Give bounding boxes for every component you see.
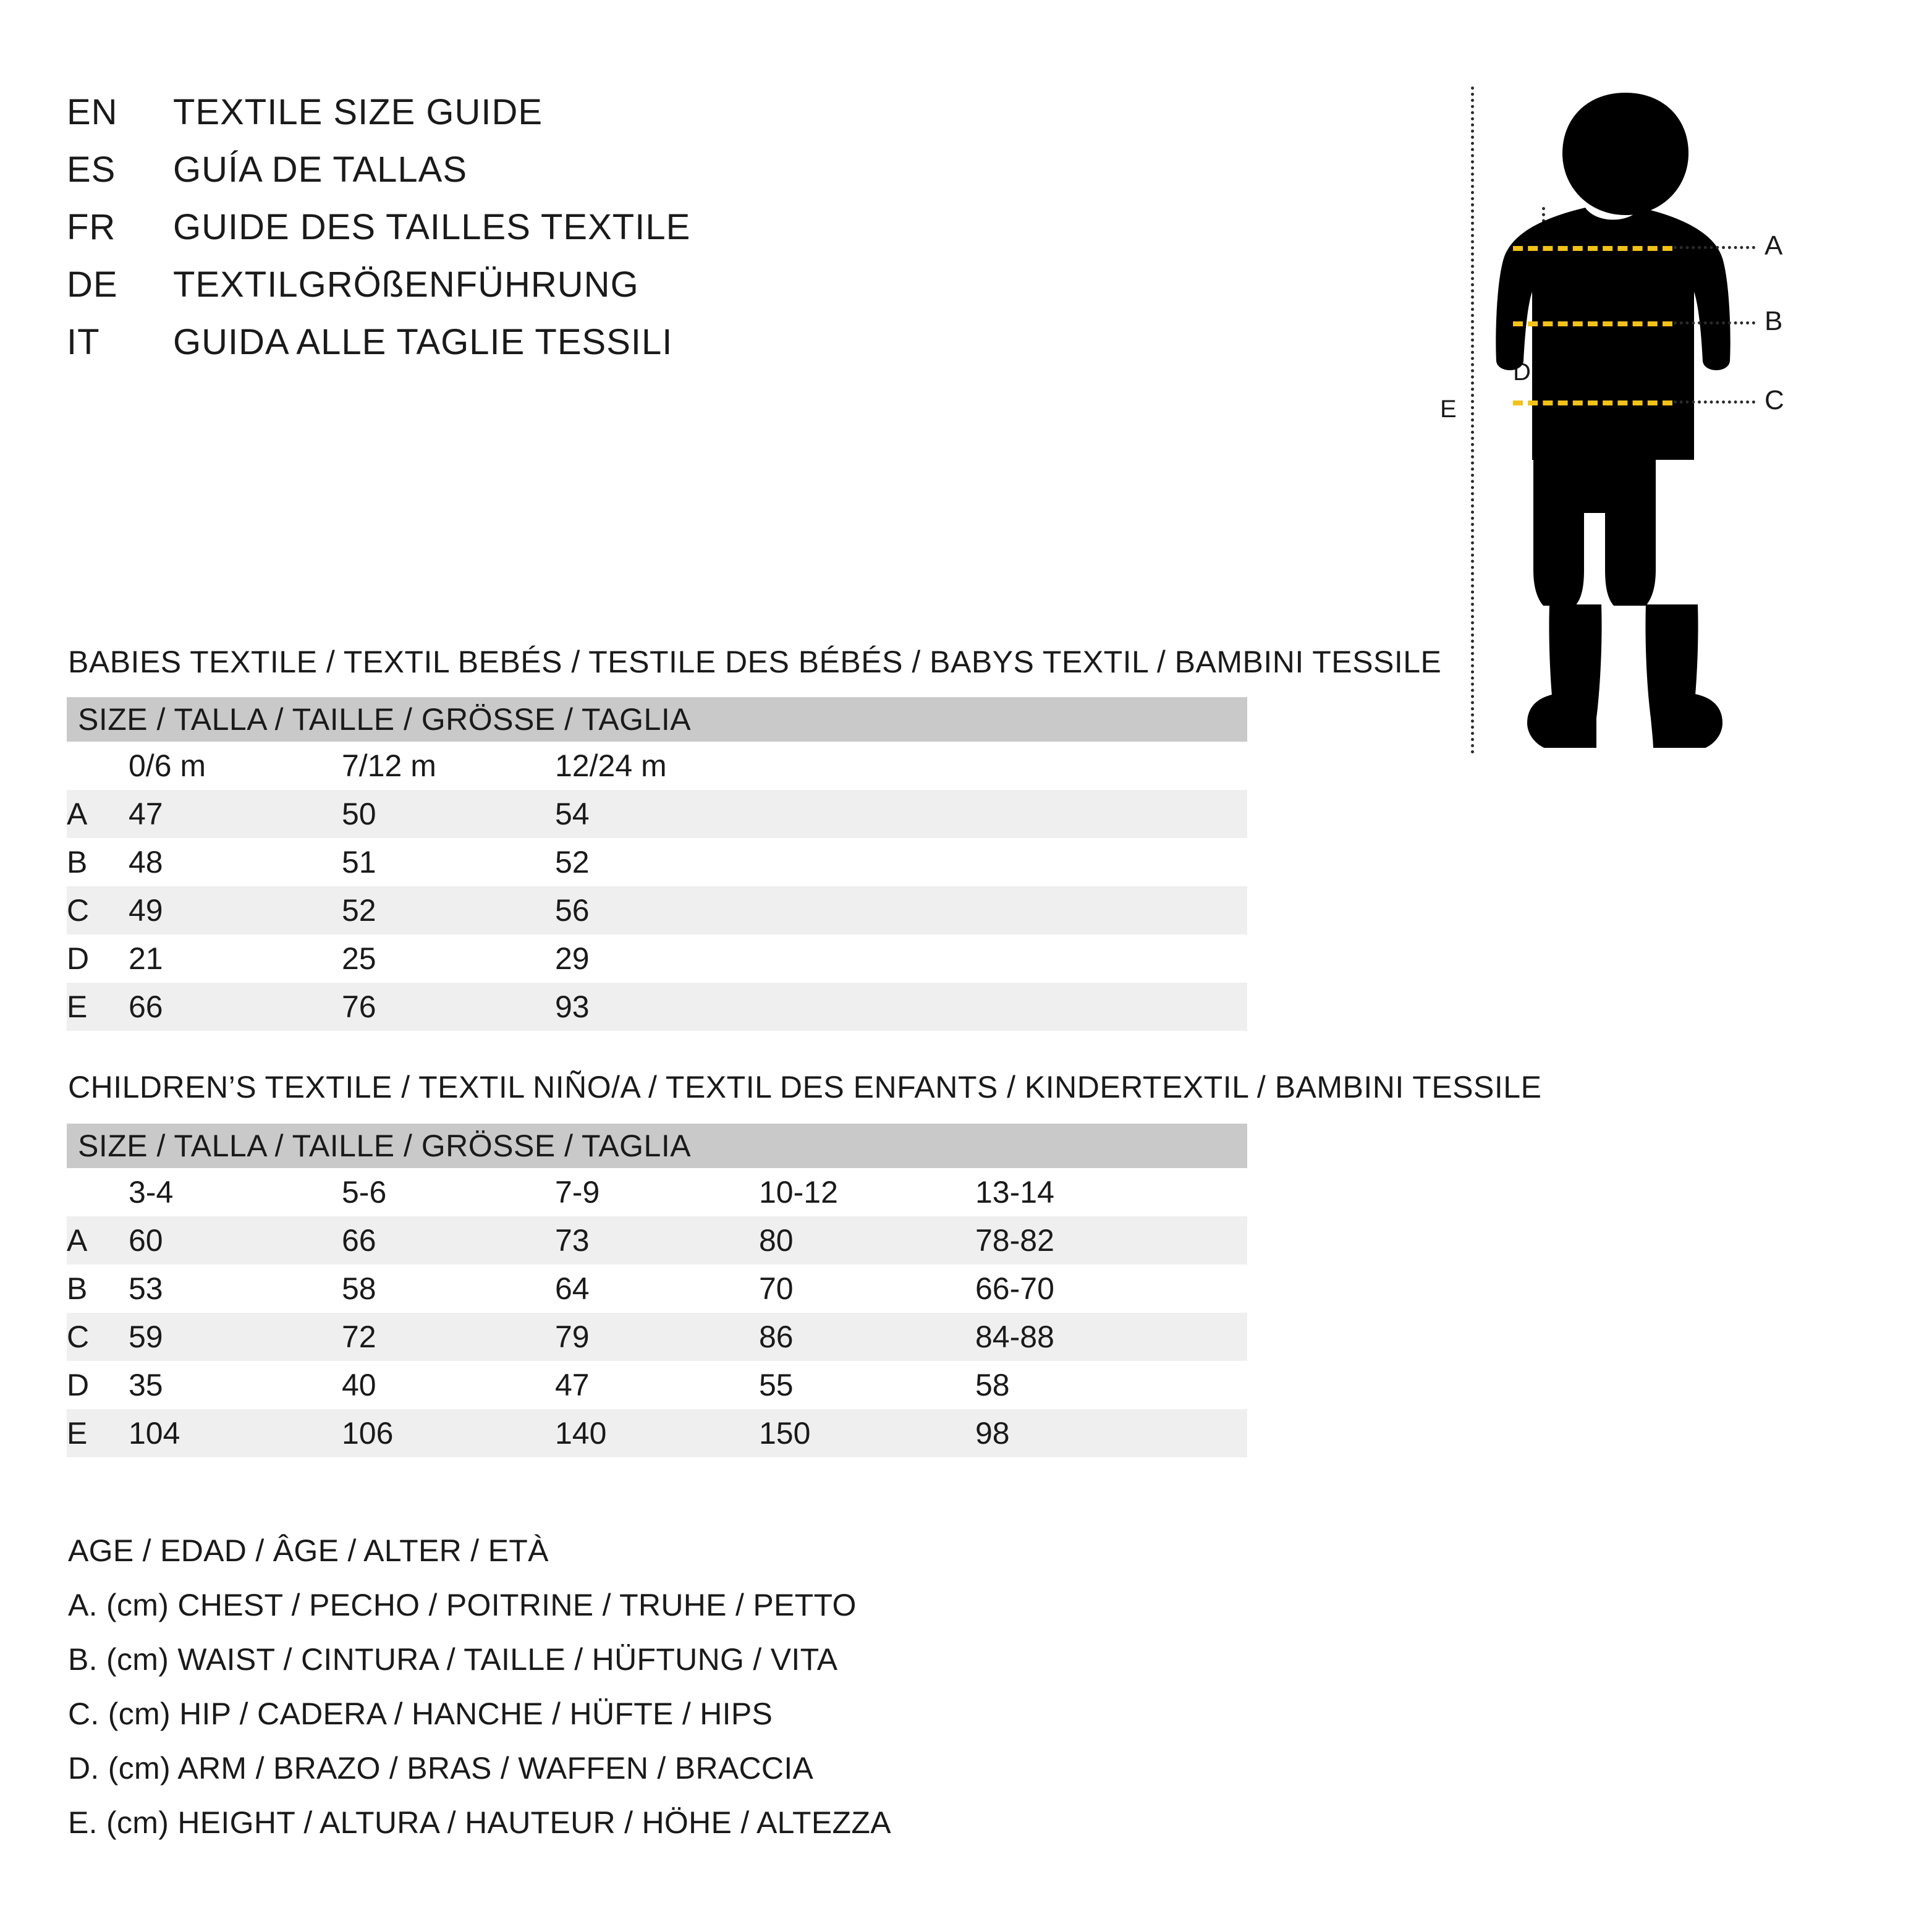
babies-corner-cell (67, 742, 129, 790)
babies-cell: 25 (342, 934, 555, 983)
babies-cell: 66 (129, 983, 342, 1031)
waist-leader-line (1674, 321, 1755, 324)
language-row (67, 206, 1241, 264)
babies-size-table (67, 697, 1247, 1031)
children-cell: 58 (975, 1361, 1247, 1409)
hip-leader-line (1674, 400, 1755, 404)
babies-cell: 48 (129, 838, 342, 886)
legend-line-b: B. (cm) WAIST / CINTURA / TAILLE / HÜFTUNG / VITA (68, 1642, 838, 1677)
language-code: FR (67, 207, 116, 247)
children-row-label: A (67, 1216, 129, 1265)
table-row (67, 1265, 1247, 1313)
language-code: ES (67, 150, 116, 190)
language-title: TEXTILGRÖßENFÜHRUNG (173, 265, 639, 305)
measurement-diagram (1378, 74, 1873, 773)
babies-cell: 52 (342, 886, 555, 934)
language-title: GUIDE DES TAILLES TEXTILE (173, 207, 691, 247)
language-title: GUÍA DE TALLAS (173, 150, 468, 190)
babies-cell: 54 (555, 790, 1247, 838)
babies-column-0: 0/6 m (129, 742, 342, 790)
children-row-label: C (67, 1313, 129, 1361)
babies-cell: 52 (555, 838, 1247, 886)
legend-line-a: A. (cm) CHEST / PECHO / POITRINE / TRUHE / PETTO (68, 1588, 857, 1622)
children-cell: 66 (342, 1216, 555, 1265)
children-column-1: 5-6 (342, 1168, 555, 1216)
guide-label-e: E (1440, 396, 1457, 423)
children-cell: 79 (555, 1313, 759, 1361)
table-row (67, 1216, 1247, 1265)
chest-leader-line (1674, 246, 1755, 249)
language-row (67, 91, 1241, 149)
waist-measure-line-b (1513, 321, 1672, 326)
children-cell: 78-82 (975, 1216, 1247, 1265)
children-cell: 47 (555, 1361, 759, 1409)
children-cell: 35 (129, 1361, 342, 1409)
children-cell: 140 (555, 1409, 759, 1457)
children-cell: 104 (129, 1409, 342, 1457)
babies-row-label: A (67, 790, 129, 838)
children-cell: 59 (129, 1313, 342, 1361)
table-row (67, 838, 1247, 886)
children-cell: 73 (555, 1216, 759, 1265)
babies-cell: 29 (555, 934, 1247, 983)
table-row (67, 1409, 1247, 1457)
language-code: IT (67, 322, 100, 362)
child-silhouette-icon (1493, 87, 1758, 748)
babies-cell: 76 (342, 983, 555, 1031)
children-cell: 84-88 (975, 1313, 1247, 1361)
babies-cell: 56 (555, 886, 1247, 934)
children-cell: 64 (555, 1265, 759, 1313)
legend-line-e: E. (cm) HEIGHT / ALTURA / HAUTEUR / HÖHE / ALTEZZA (68, 1805, 891, 1840)
babies-cell: 49 (129, 886, 342, 934)
language-title: GUIDA ALLE TAGLIE TESSILI (173, 322, 673, 362)
babies-cell: 93 (555, 983, 1247, 1031)
babies-header-label: SIZE / TALLA / TAILLE / GRÖSSE / TAGLIA (67, 697, 1247, 742)
babies-cell: 47 (129, 790, 342, 838)
children-cell: 58 (342, 1265, 555, 1313)
children-cell: 66-70 (975, 1265, 1247, 1313)
children-row-label: B (67, 1265, 129, 1313)
table-row (67, 886, 1247, 934)
children-cell: 40 (342, 1361, 555, 1409)
children-section-title: CHILDREN’S TEXTILE / TEXTIL NIÑO/A / TEXTIL DES ENFANTS / KINDERTEXTIL / BAMBINI TESSILE (68, 1070, 1542, 1104)
measure-label-b: B (1765, 306, 1783, 336)
children-cell: 98 (975, 1409, 1247, 1457)
children-table-header-bar (67, 1124, 1247, 1168)
children-cell: 86 (759, 1313, 975, 1361)
legend-line: AGE / EDAD / ÂGE / ALTER / ETÀ (68, 1533, 549, 1568)
legend-line-d: D. (cm) ARM / BRAZO / BRAS / WAFFEN / BRACCIA (68, 1751, 814, 1786)
children-size-table (67, 1124, 1247, 1457)
children-cell: 72 (342, 1313, 555, 1361)
table-row (67, 1361, 1247, 1409)
children-row-label: E (67, 1409, 129, 1457)
babies-column-header-row (67, 742, 1247, 790)
babies-row-label: D (67, 934, 129, 983)
children-column-0: 3-4 (129, 1168, 342, 1216)
babies-cell: 51 (342, 838, 555, 886)
children-column-4: 13-14 (975, 1168, 1247, 1216)
height-guide-line-e (1471, 87, 1474, 754)
measure-label-a: A (1765, 231, 1783, 261)
table-row (67, 934, 1247, 983)
babies-cell: 21 (129, 934, 342, 983)
children-column-3: 10-12 (759, 1168, 975, 1216)
babies-column-1: 7/12 m (342, 742, 555, 790)
children-header-label: SIZE / TALLA / TAILLE / GRÖSSE / TAGLIA (67, 1124, 1247, 1168)
measure-label-c: C (1765, 385, 1784, 415)
table-row (67, 1313, 1247, 1361)
children-cell: 60 (129, 1216, 342, 1265)
language-title: TEXTILE SIZE GUIDE (173, 92, 543, 132)
children-cell: 55 (759, 1361, 975, 1409)
language-row (67, 321, 1241, 379)
language-title-block (67, 91, 1241, 379)
children-cell: 150 (759, 1409, 975, 1457)
children-row-label: D (67, 1361, 129, 1409)
children-cell: 70 (759, 1265, 975, 1313)
babies-row-label: C (67, 886, 129, 934)
language-row (67, 264, 1241, 321)
table-row (67, 983, 1247, 1031)
language-code: DE (67, 265, 118, 305)
guide-label-d: D (1513, 358, 1531, 386)
babies-section-title: BABIES TEXTILE / TEXTIL BEBÉS / TESTILE DES BÉBÉS / BABYS TEXTIL / BAMBINI TESSILE (68, 645, 1442, 679)
babies-row-label: B (67, 838, 129, 886)
children-cell: 80 (759, 1216, 975, 1265)
children-cell: 53 (129, 1265, 342, 1313)
babies-row-label: E (67, 983, 129, 1031)
hip-measure-line-c (1513, 400, 1672, 405)
chest-measure-line-a (1513, 246, 1672, 251)
children-column-2: 7-9 (555, 1168, 759, 1216)
language-code: EN (67, 92, 118, 132)
babies-cell: 50 (342, 790, 555, 838)
legend-line-c: C. (cm) HIP / CADERA / HANCHE / HÜFTE / HIPS (68, 1697, 773, 1731)
measurement-legend (68, 1533, 891, 1859)
children-column-header-row (67, 1168, 1247, 1216)
children-corner-cell (67, 1168, 129, 1216)
babies-table-header-bar (67, 697, 1247, 742)
table-row (67, 790, 1247, 838)
language-row (67, 149, 1241, 206)
babies-column-2: 12/24 m (555, 742, 1247, 790)
children-cell: 106 (342, 1409, 555, 1457)
